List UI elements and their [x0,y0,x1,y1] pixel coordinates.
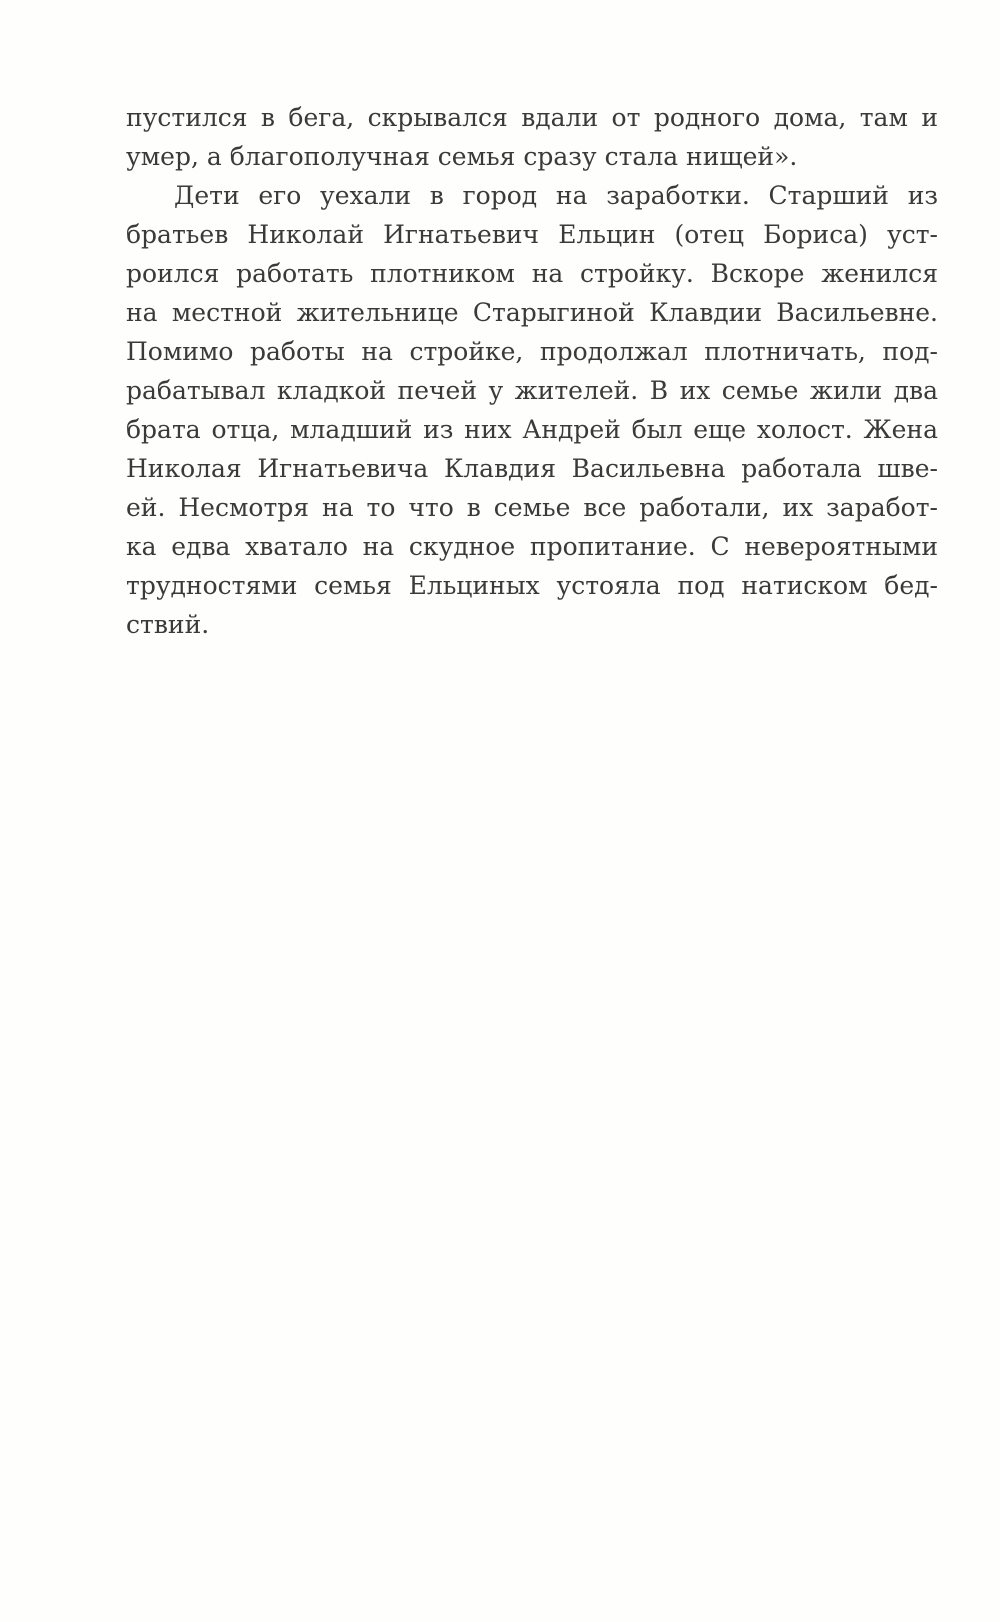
text-line-3: Дети его уехали в город на заработки. Старший из [174,181,938,210]
text-line-6: на местной жительнице Старыгиной Клавдии Васильевне. [126,298,938,327]
text-line-14: ствий. [126,610,210,639]
text-line-2: умер, а благополучная семья сразу стала нищей». [126,142,798,171]
text-line-13: трудностями семья Ельциных устояла под натиском бед- [126,571,938,600]
text-line-7: Помимо работы на стройке, продолжал плотничать, под- [126,337,938,366]
text-line-10: Николая Игнатьевича Клавдия Васильевна работала шве- [126,454,938,483]
text-line-8: рабатывал кладкой печей у жителей. В их семье жили два [126,376,938,405]
text-line-5: роился работать плотником на стройку. Вскоре женился [126,259,938,288]
body-text [126,98,938,644]
text-line-1: пустился в бега, скрывался вдали от родного дома, там и [126,103,938,132]
text-line-12: ка едва хватало на скудное пропитание. С невероятными [126,532,938,561]
text-line-9: брата отца, младший из них Андрей был еще холост. Жена [126,415,938,444]
text-line-4: братьев Николай Игнатьевич Ельцин (отец Бориса) уст- [126,220,938,249]
text-line-11: ей. Несмотря на то что в семье все работали, их заработ- [126,493,938,522]
